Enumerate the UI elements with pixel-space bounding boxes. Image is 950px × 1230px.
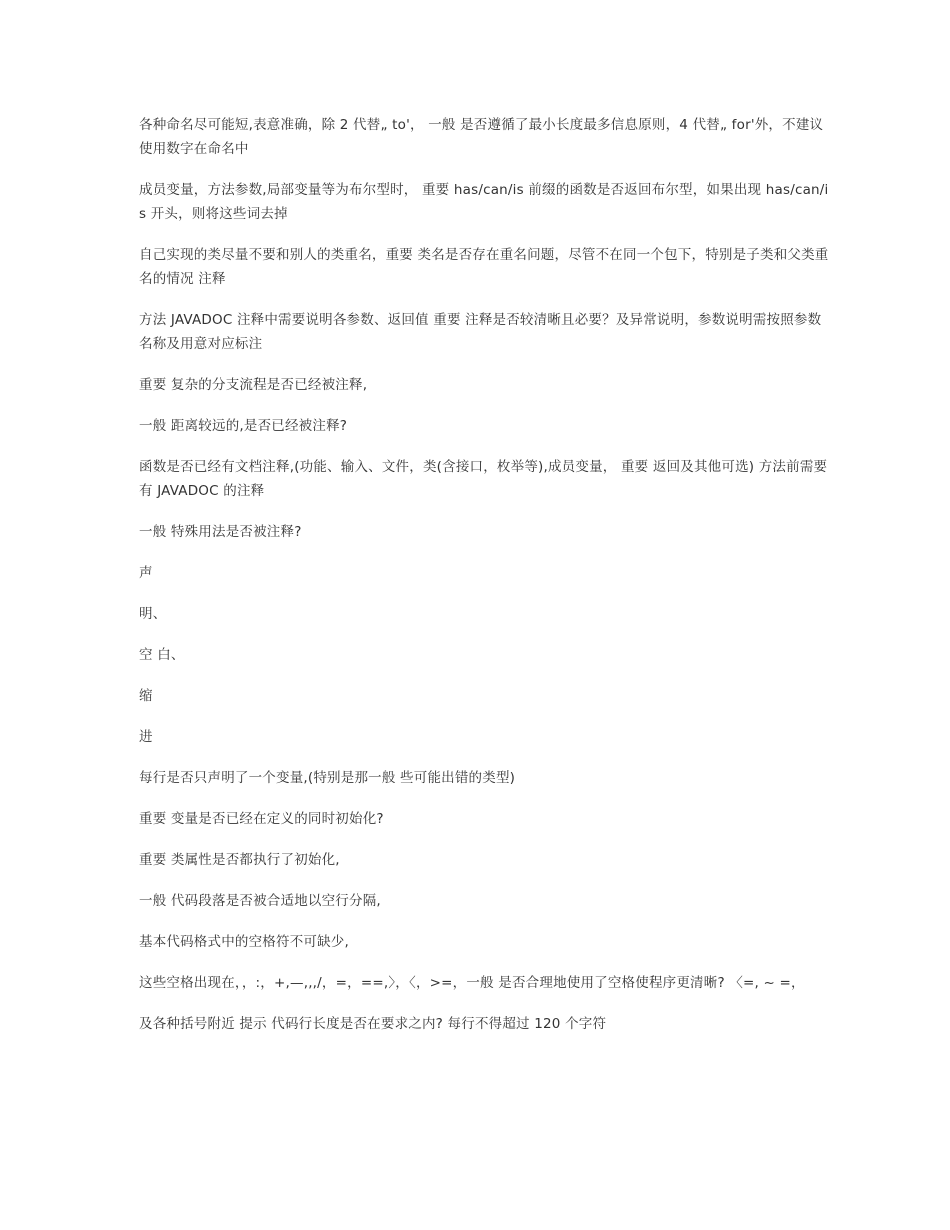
paragraph: 重要 类属性是否都执行了初始化,: [139, 852, 340, 868]
paragraph: 声: [139, 565, 153, 581]
document-body: [139, 113, 829, 1053]
paragraph: 方法 JAVADOC 注释中需要说明各参数、返回值 重要 注释是否较清晰且必要？及异常说明，参数说明需按照参数名称及用意对应标注: [139, 312, 822, 352]
paragraph: 一般 代码段落是否被合适地以空行分隔,: [139, 893, 381, 909]
paragraph: 明、: [139, 606, 167, 622]
paragraph: 各种命名尽可能短,表意准确，除 2 代替„ to'， 一般 是否遵循了最小长度最多信息原则，4 代替„ for'外，不建议使用数字在命名中: [139, 117, 824, 157]
paragraph: 及各种括号附近 提示 代码行长度是否在要求之内? 每行不得超过 120 个字符: [139, 1016, 607, 1032]
paragraph: 进: [139, 729, 153, 745]
paragraph: 成员变量，方法参数,局部变量等为布尔型时， 重要 has/can/is 前缀的函数是否返回布尔型，如果出现 has/can/is 开头，则将这些词去掉: [139, 182, 829, 222]
paragraph: 一般 距离较远的,是否已经被注释?: [139, 418, 348, 434]
paragraph: 一般 特殊用法是否被注释?: [139, 524, 302, 540]
paragraph: 每行是否只声明了一个变量,(特别是那一般 些可能出错的类型): [139, 770, 516, 786]
paragraph: 基本代码格式中的空格符不可缺少,: [139, 934, 349, 950]
paragraph: 自己实现的类尽量不要和别人的类重名，重要 类名是否存在重名问题，尽管不在同一个包下，特别是子类和父类重名的情况 注释: [139, 247, 829, 287]
paragraph: 函数是否已经有文档注释,(功能、输入、文件，类(含接口，枚举等),成员变量， 重要 返回及其他可选) 方法前需要有 JAVADOC 的注释: [139, 459, 828, 499]
paragraph: 空 白、: [139, 647, 185, 663]
paragraph: 重要 复杂的分支流程是否已经被注释,: [139, 377, 368, 393]
paragraph: 重要 变量是否已经在定义的同时初始化?: [139, 811, 384, 827]
paragraph: 缩: [139, 688, 153, 704]
paragraph: 这些空格出现在，，:，+,—,,,/，=，==,〉，〈，>=，一般 是否合理地使用了空格使程序更清晰? 〈=, ~ =，: [139, 975, 805, 991]
